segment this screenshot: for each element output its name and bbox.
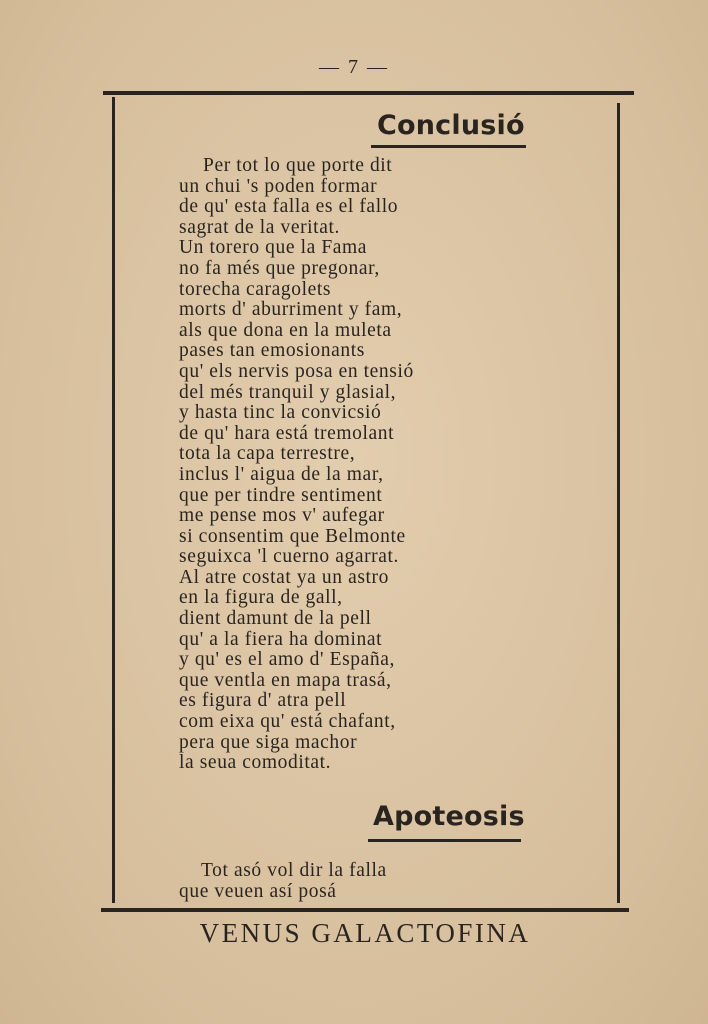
poem-line: me pense mos v' aufegar <box>179 505 385 527</box>
section-title-conclusio: Conclusió <box>377 110 525 141</box>
poem-line: Un torero que la Fama <box>179 237 368 259</box>
poem-line: torecha caragolets <box>179 278 332 300</box>
frame-left-rule <box>112 97 115 903</box>
poem-line: si consentim que Belmonte <box>179 525 406 547</box>
poem-line: no fa més que pregonar, <box>179 257 380 279</box>
footer-signature: VENUS GALACTOFINA <box>199 918 531 948</box>
poem-line: seguixca 'l cuerno agarrat. <box>179 546 400 568</box>
poem-conclusio <box>179 156 414 774</box>
poem-line: sagrat de la veritat. <box>179 216 340 238</box>
poem-line: pera que siga machor <box>179 731 358 753</box>
poem-line: del més tranquil y glasial, <box>179 381 397 403</box>
poem-line: es figura d' atra pell <box>179 690 347 712</box>
poem-apoteosis <box>179 860 387 902</box>
poem-line: que ventla en mapa trasá, <box>179 669 392 691</box>
poem-line: com eixa qu' está chafant, <box>179 711 396 733</box>
poem-line: un chui 's poden formar <box>179 175 378 197</box>
poem-line: qu' els nervis posa en tensió <box>179 360 414 382</box>
poem-line: inclus l' aigua de la mar, <box>179 463 384 485</box>
frame-bottom-rule <box>101 908 629 912</box>
section-title-underline <box>368 839 521 842</box>
poem-line: que veuen así posá <box>179 881 337 902</box>
section-title-underline <box>371 145 526 148</box>
frame-top-rule <box>103 91 634 95</box>
poem-line: en la figura de gall, <box>179 587 343 609</box>
poem-line: Tot asó vol dir la falla <box>201 860 387 881</box>
poem-line: Al atre costat ya un astro <box>179 566 389 588</box>
poem-line: dient damunt de la pell <box>179 608 372 630</box>
poem-line: Per tot lo que porte dit <box>203 155 393 176</box>
poem-line: qu' a la fiera ha dominat <box>179 628 383 650</box>
frame-right-rule <box>617 103 620 903</box>
poem-line: als que dona en la muleta <box>179 319 392 341</box>
section-title-apoteosis: Apoteosis <box>373 801 525 832</box>
poem-line: tota la capa terrestre, <box>179 443 356 465</box>
poem-line: y qu' es el amo d' España, <box>179 649 395 671</box>
poem-line: de qu' hara está tremolant <box>179 422 395 444</box>
poem-line: de qu' esta falla es el fallo <box>179 196 399 218</box>
page-number: — 7 — <box>319 56 389 78</box>
poem-line: pases tan emosionants <box>179 340 365 362</box>
poem-line: que per tindre sentiment <box>179 484 383 506</box>
poem-line: morts d' aburriment y fam, <box>179 299 403 321</box>
poem-line: la seua comoditat. <box>179 752 332 774</box>
poem-line: y hasta tinc la convicsió <box>179 402 382 424</box>
